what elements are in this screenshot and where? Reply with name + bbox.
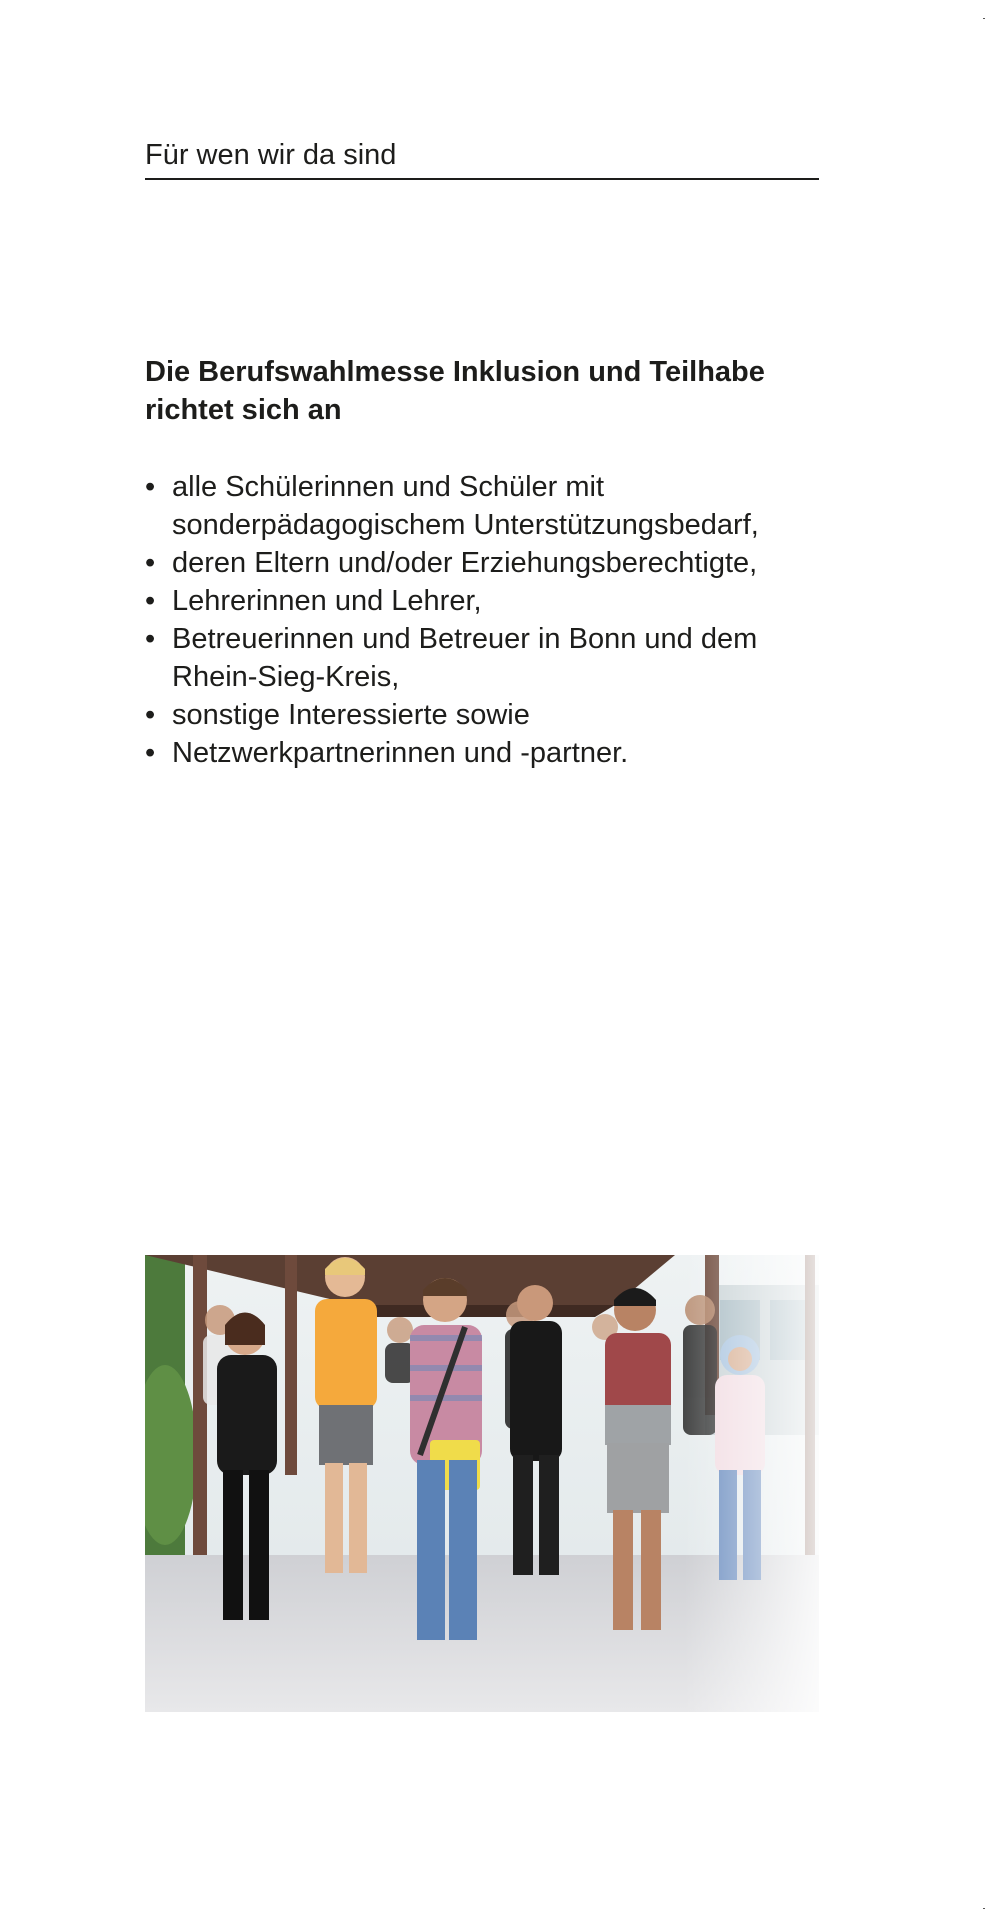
list-item — [145, 582, 819, 620]
bullet-icon: • — [145, 547, 156, 579]
list-item-line: Netzwerkpartnerinnen und -partner. — [172, 737, 629, 769]
list-item — [145, 734, 819, 772]
bullet-icon: • — [145, 585, 156, 617]
crop-mark-bottom-right — [983, 1908, 985, 1909]
list-item — [145, 468, 819, 544]
list-item-line: Lehrerinnen und Lehrer, — [172, 585, 482, 617]
list-item-line: alle Schülerinnen und Schüler mit — [172, 471, 605, 503]
bullet-icon: • — [145, 623, 156, 655]
list-item-line: sonstige Interessierte sowie — [172, 699, 530, 731]
list-item-line: sonderpädagogischem Unterstützungsbedarf, — [172, 509, 759, 541]
bullet-icon: • — [145, 471, 156, 503]
intro-line-1: Die Berufswahlmesse Inklusion und Teilhabe — [145, 356, 765, 388]
list-item-line: deren Eltern und/oder Erziehungsberechtigte, — [172, 547, 758, 579]
audience-list — [145, 468, 819, 772]
list-item — [145, 544, 819, 582]
group-of-students-walking-photo — [145, 1255, 819, 1712]
crop-mark-top-right — [983, 18, 985, 19]
bullet-icon: • — [145, 737, 156, 769]
intro-paragraph — [145, 353, 819, 429]
list-item-line: Rhein-Sieg-Kreis, — [172, 661, 400, 693]
section-heading-text: Für wen wir da sind — [145, 139, 397, 171]
list-item — [145, 620, 819, 696]
list-item — [145, 696, 819, 734]
intro-line-2: richtet sich an — [145, 394, 342, 426]
section-heading — [145, 138, 819, 180]
bullet-icon: • — [145, 699, 156, 731]
list-item-line: Betreuerinnen und Betreuer in Bonn und dem — [172, 623, 758, 655]
